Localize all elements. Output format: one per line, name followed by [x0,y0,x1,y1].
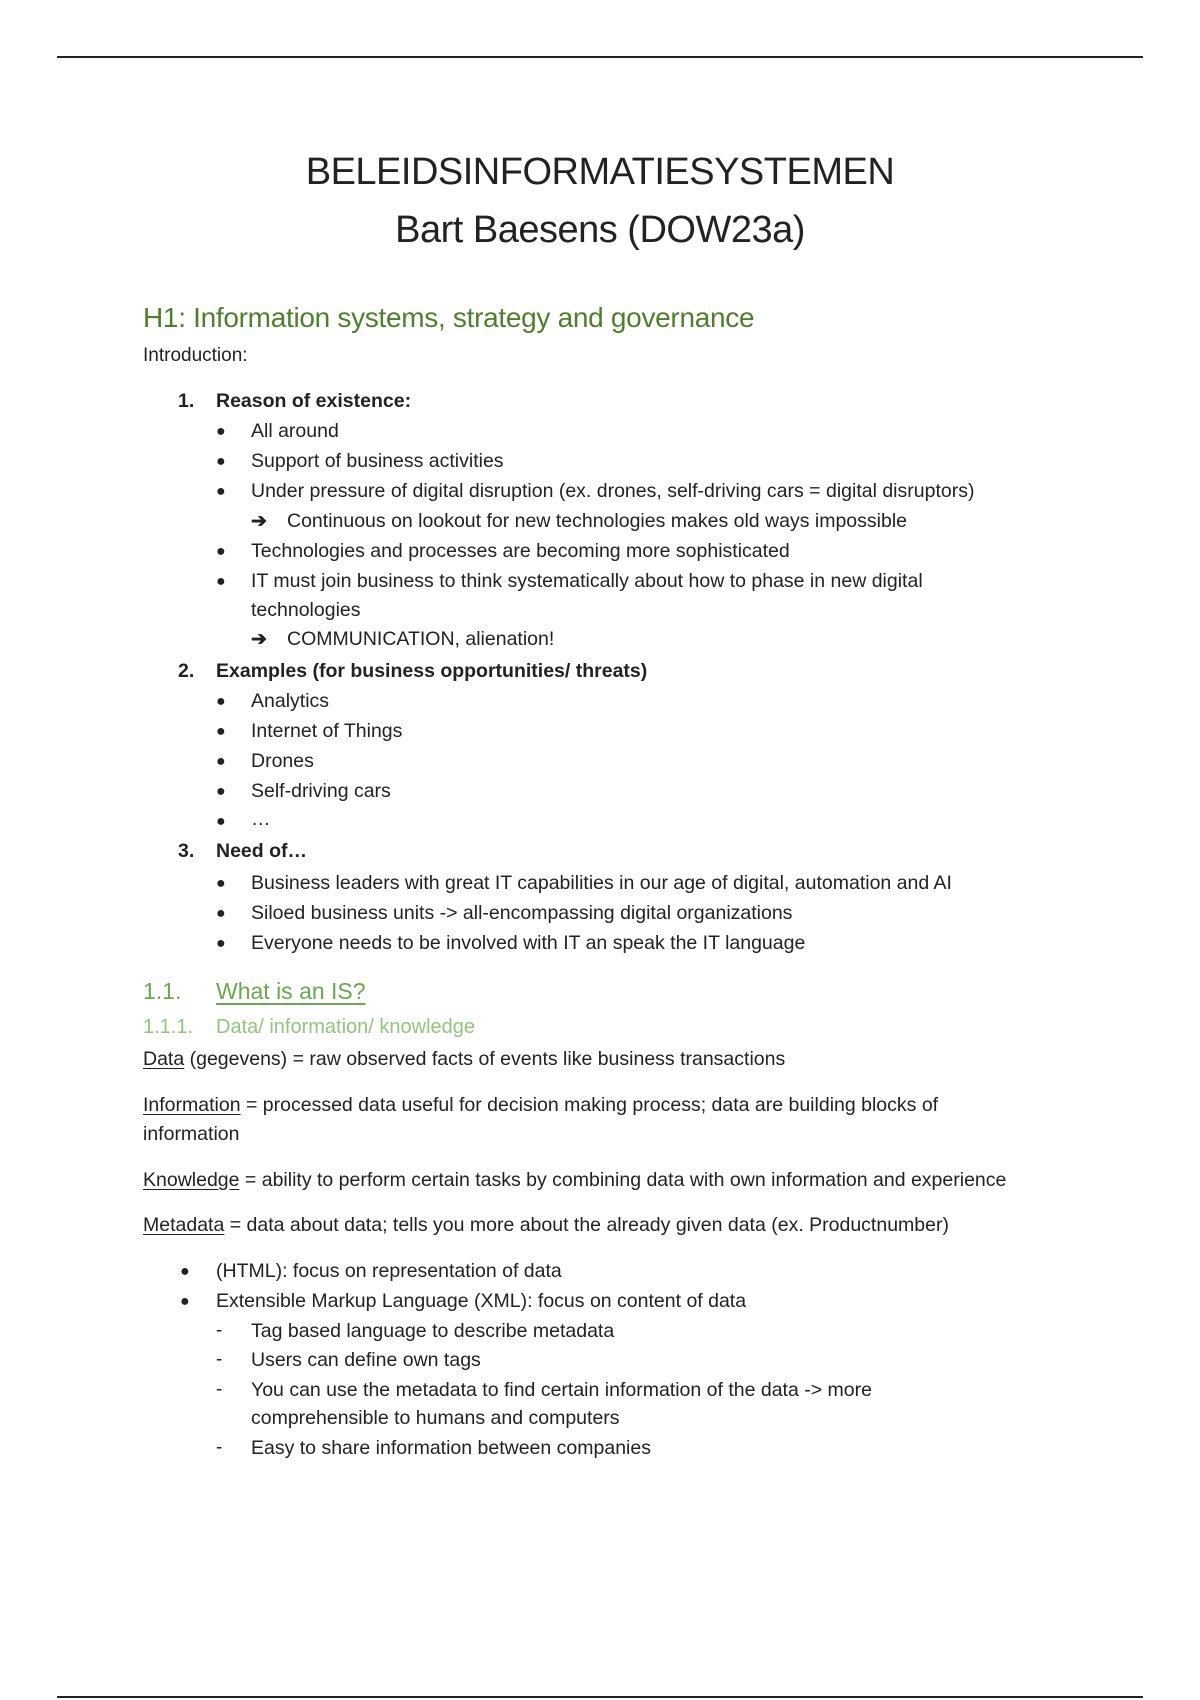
bullet-icon: ● [216,693,226,710]
definition-text: = data about data; tells you more about the already given data (ex. Productnumber) [224,1214,949,1236]
list-item: Everyone needs to be involved with IT an speak the IT language [251,932,806,954]
document-title: BELEIDSINFORMATIESYSTEMEN [305,151,895,193]
section-title: Reason of existence: [216,390,412,412]
definition-text: = processed data useful for decision making process; data are building blocks of [240,1094,939,1116]
list-item: Business leaders with great IT capabilities in our age of digital, automation and AI [251,872,952,894]
definition-knowledge [143,1169,1006,1192]
term: Knowledge [143,1169,240,1191]
bullet-icon: ● [216,723,226,740]
list-item: Internet of Things [251,720,403,742]
bottom-rule [57,1696,1143,1698]
dash-icon: - [216,1379,223,1400]
bullet-icon: ● [216,905,226,922]
bullet-icon: ● [216,573,226,590]
list-item: COMMUNICATION, alienation! [287,628,555,650]
bullet-icon: ● [180,1263,190,1280]
list-item: Easy to share information between companies [251,1437,651,1459]
list-item: Under pressure of digital disruption (ex. drones, self-driving cars = digital disruptors) [251,480,975,502]
bullet-icon: ● [216,453,226,470]
list-item: Extensible Markup Language (XML): focus on content of data [216,1290,747,1312]
list-item: Continuous on lookout for new technologies makes old ways impossible [287,510,908,532]
bullet-icon: ● [216,783,226,800]
list-item: (HTML): focus on representation of data [216,1260,562,1282]
section-number: 1. [178,390,195,412]
definition-metadata [143,1214,949,1237]
list-item: You can use the metadata to find certain information of the data -> more [251,1379,872,1401]
section-number: 3. [178,840,195,862]
list-item: IT must join business to think systematically about how to phase in new digital [251,570,923,592]
term: Information [143,1094,241,1116]
title-block [0,143,1200,259]
subsubsection-title: Data/ information/ knowledge [216,1016,476,1038]
subsection-title: What is an IS? [216,978,366,1004]
subsubsection-number: 1.1.1. [143,1016,194,1038]
definition-text: (gegevens) = raw observed facts of events like business transactions [184,1048,786,1070]
arrow-icon: ➔ [251,511,267,532]
definition-data [143,1048,785,1071]
list-item: Analytics [251,690,330,712]
list-item: technologies [251,599,361,621]
list-item: Siloed business units -> all-encompassing digital organizations [251,902,793,924]
bullet-icon: ● [216,423,226,440]
definition-text: = ability to perform certain tasks by combining data with own information and experience [239,1169,1007,1191]
list-item: Support of business activities [251,450,504,472]
document-subtitle: Bart Baesens (DOW23a) [395,209,805,251]
list-item: Technologies and processes are becoming more sophisticated [251,540,790,562]
dash-icon: - [216,1349,223,1370]
section-number: 2. [178,660,195,682]
list-item: Users can define own tags [251,1349,481,1371]
list-item: Tag based language to describe metadata [251,1320,615,1342]
list-item: … [251,808,271,830]
section-title: Need of… [216,840,308,862]
definition-information [143,1094,938,1117]
section-title: Examples (for business opportunities/ threats) [216,660,648,682]
term: Metadata [143,1214,225,1236]
arrow-icon: ➔ [251,629,267,650]
subsection-number: 1.1. [143,978,182,1004]
bullet-icon: ● [216,935,226,952]
chapter-heading: H1: Information systems, strategy and governance [143,302,755,333]
list-item: Drones [251,750,314,772]
list-item: Self-driving cars [251,780,391,802]
definition-information-continued: information [143,1123,240,1145]
bullet-icon: ● [216,543,226,560]
dash-icon: - [216,1437,223,1458]
bullet-icon: ● [180,1293,190,1310]
bullet-icon: ● [216,483,226,500]
term: Data [143,1048,185,1070]
intro-label: Introduction: [143,345,248,366]
top-rule [57,56,1143,58]
bullet-icon: ● [216,753,226,770]
list-item: comprehensible to humans and computers [251,1407,620,1429]
bullet-icon: ● [216,813,226,830]
bullet-icon: ● [216,875,226,892]
dash-icon: - [216,1320,223,1341]
list-item: All around [251,420,339,442]
